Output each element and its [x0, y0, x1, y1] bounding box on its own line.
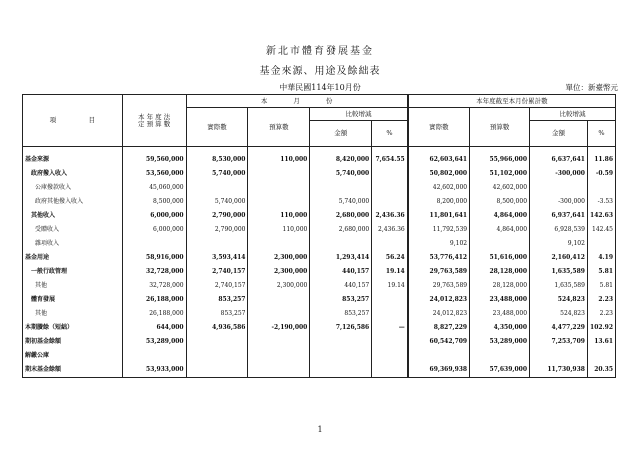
table-row [23, 167, 616, 181]
table-header [23, 95, 616, 147]
month-estimate: 110,000 [248, 209, 310, 223]
month-actual: 2,740,157 [186, 279, 248, 293]
ytd-estimate [470, 237, 530, 251]
budget-value [122, 349, 186, 363]
table-row [23, 307, 616, 321]
ytd-estimate: 4,864,000 [470, 209, 530, 223]
month-diff-amount: 2,680,000 [310, 209, 372, 223]
page-number: 1 [317, 425, 323, 434]
ytd-diff-percent: -0.59 [587, 167, 615, 181]
month-estimate [248, 181, 310, 195]
ytd-diff-amount: 4,477,229 [530, 321, 588, 335]
ytd-diff-percent: 2.23 [587, 307, 615, 321]
month-estimate: -2,190,000 [248, 321, 310, 335]
table-row [23, 209, 616, 223]
ytd-diff-percent: 142.63 [587, 209, 615, 223]
row-label: 公庫撥款收入 [23, 181, 123, 195]
header-ytd-estimate: 預算數 [470, 108, 530, 147]
budget-value: 32,728,000 [122, 279, 186, 293]
month-actual: 2,790,000 [186, 209, 248, 223]
ytd-actual: 8,827,229 [408, 321, 470, 335]
month-diff-percent [372, 363, 408, 378]
ytd-actual: 29,763,589 [408, 265, 470, 279]
ytd-estimate: 8,500,000 [470, 195, 530, 209]
month-diff-percent [372, 181, 408, 195]
table-row [23, 181, 616, 195]
table-row [23, 237, 616, 251]
month-diff-percent: 2,436.36 [372, 223, 408, 237]
month-diff-amount [310, 181, 372, 195]
ytd-diff-amount: 9,102 [530, 237, 588, 251]
ytd-diff-percent: 102.92 [587, 321, 615, 335]
month-actual: 2,790,000 [186, 223, 248, 237]
month-diff-percent [372, 307, 408, 321]
month-diff-amount: 2,680,000 [310, 223, 372, 237]
header-month-compare: 比較增減 [310, 108, 408, 121]
ytd-diff-amount: 6,937,641 [530, 209, 588, 223]
ytd-diff-percent: 4.19 [587, 251, 615, 265]
month-estimate: 2,300,000 [248, 265, 310, 279]
month-diff-amount [310, 363, 372, 378]
month-estimate [248, 237, 310, 251]
table-row [23, 153, 616, 167]
table-row [23, 279, 616, 293]
month-diff-amount: 1,293,414 [310, 251, 372, 265]
month-diff-amount: 853,257 [310, 293, 372, 307]
row-label: 期末基金餘額 [23, 363, 123, 378]
month-diff-percent: — [372, 321, 408, 335]
month-actual: 2,740,157 [186, 265, 248, 279]
ytd-diff-percent: 2.23 [587, 293, 615, 307]
ytd-actual: 62,603,641 [408, 153, 470, 167]
header-ytd-compare: 比較增減 [530, 108, 616, 121]
ytd-diff-amount: 524,823 [530, 307, 588, 321]
table-row [23, 321, 616, 335]
ytd-actual: 69,369,938 [408, 363, 470, 378]
header-month-amount: 金額 [310, 121, 372, 147]
budget-value: 8,500,000 [122, 195, 186, 209]
ytd-estimate: 51,102,000 [470, 167, 530, 181]
month-actual [186, 181, 248, 195]
ytd-actual: 24,012,823 [408, 293, 470, 307]
ytd-estimate: 53,289,000 [470, 335, 530, 349]
month-diff-percent [372, 167, 408, 181]
table-row [23, 293, 616, 307]
month-diff-amount [310, 349, 372, 363]
header-ytd: 本年度截至本月份累計數 [408, 95, 616, 108]
ytd-diff-amount: 524,823 [530, 293, 588, 307]
month-diff-amount: 440,157 [310, 265, 372, 279]
month-diff-amount [310, 237, 372, 251]
month-actual: 5,740,000 [186, 195, 248, 209]
ytd-diff-percent: 11.86 [587, 153, 615, 167]
header-month: 本 月 份 [186, 95, 408, 108]
header-month-estimate: 預算數 [248, 108, 310, 147]
ytd-diff-amount: 1,635,589 [530, 265, 588, 279]
month-estimate [248, 293, 310, 307]
ytd-diff-percent: 5.81 [587, 265, 615, 279]
ytd-estimate: 55,966,000 [470, 153, 530, 167]
ytd-diff-percent: 20.35 [587, 363, 615, 378]
month-estimate [248, 167, 310, 181]
budget-value: 32,728,000 [122, 265, 186, 279]
budget-value: 45,060,000 [122, 181, 186, 195]
ytd-diff-amount [530, 349, 588, 363]
document-subtitle: 基金來源、用途及餘絀表 [259, 66, 381, 77]
ytd-diff-percent: 5.81 [587, 279, 615, 293]
row-label: 其他收入 [23, 209, 123, 223]
ytd-diff-amount [530, 181, 588, 195]
ytd-actual: 11,801,641 [408, 209, 470, 223]
ytd-diff-percent [587, 349, 615, 363]
row-label: 本期賸餘（短絀） [23, 321, 123, 335]
ytd-actual: 24,012,823 [408, 307, 470, 321]
ytd-diff-percent [587, 181, 615, 195]
month-diff-percent [372, 237, 408, 251]
ytd-diff-percent: 142.45 [587, 223, 615, 237]
table-row [23, 195, 616, 209]
fund-statement-table [22, 94, 616, 378]
month-actual: 5,740,000 [186, 167, 248, 181]
ytd-estimate: 42,602,000 [470, 181, 530, 195]
header-month-actual: 實際數 [186, 108, 248, 147]
month-estimate [248, 363, 310, 378]
month-diff-amount: 440,157 [310, 279, 372, 293]
ytd-estimate: 51,616,000 [470, 251, 530, 265]
month-diff-amount: 5,740,000 [310, 195, 372, 209]
month-diff-amount [310, 335, 372, 349]
row-label: 體育發展 [23, 293, 123, 307]
month-diff-amount: 8,420,000 [310, 153, 372, 167]
row-label: 雜項收入 [23, 237, 123, 251]
table-row [23, 265, 616, 279]
table-row [23, 251, 616, 265]
month-estimate [248, 195, 310, 209]
month-actual [186, 349, 248, 363]
month-diff-amount: 853,257 [310, 307, 372, 321]
budget-value: 644,000 [122, 321, 186, 335]
header-item: 項 目 [23, 95, 123, 147]
month-actual: 3,593,414 [186, 251, 248, 265]
ytd-estimate [470, 349, 530, 363]
header-ytd-amount: 金額 [530, 121, 588, 147]
table-body [23, 147, 616, 378]
ytd-estimate: 4,864,000 [470, 223, 530, 237]
month-diff-percent [372, 335, 408, 349]
month-diff-percent [372, 195, 408, 209]
table-row [23, 349, 616, 363]
month-estimate: 2,300,000 [248, 279, 310, 293]
ytd-estimate: 57,639,000 [470, 363, 530, 378]
ytd-diff-amount: 2,160,412 [530, 251, 588, 265]
ytd-diff-amount: 11,730,938 [530, 363, 588, 378]
month-diff-percent: 19.14 [372, 279, 408, 293]
budget-value: 6,000,000 [122, 209, 186, 223]
row-label: 基金用途 [23, 251, 123, 265]
ytd-actual [408, 349, 470, 363]
budget-value: 6,000,000 [122, 223, 186, 237]
budget-value: 26,188,000 [122, 307, 186, 321]
header-month-percent: % [372, 121, 408, 147]
row-label: 受贈收入 [23, 223, 123, 237]
row-label: 政府撥入收入 [23, 167, 123, 181]
ytd-diff-amount: -300,000 [530, 195, 588, 209]
month-estimate [248, 335, 310, 349]
row-label: 其他 [23, 307, 123, 321]
budget-value [122, 237, 186, 251]
month-actual: 853,257 [186, 307, 248, 321]
ytd-estimate: 23,488,000 [470, 293, 530, 307]
ytd-diff-amount: 7,253,709 [530, 335, 588, 349]
row-label: 一般行政管理 [23, 265, 123, 279]
ytd-diff-percent [587, 237, 615, 251]
row-label: 政府其他撥入收入 [23, 195, 123, 209]
budget-value: 58,916,000 [122, 251, 186, 265]
month-diff-percent: 56.24 [372, 251, 408, 265]
ytd-diff-amount: 6,637,641 [530, 153, 588, 167]
month-diff-percent [372, 293, 408, 307]
month-diff-percent: 7,654.55 [372, 153, 408, 167]
header-ytd-percent: % [587, 121, 615, 147]
month-actual: 4,936,586 [186, 321, 248, 335]
budget-value: 59,560,000 [122, 153, 186, 167]
ytd-actual: 29,763,589 [408, 279, 470, 293]
document-title: 新北市體育發展基金 [266, 46, 374, 57]
row-label: 基金來源 [23, 153, 123, 167]
table-row [23, 363, 616, 378]
ytd-actual: 53,776,412 [408, 251, 470, 265]
month-actual [186, 335, 248, 349]
ytd-actual: 9,102 [408, 237, 470, 251]
month-actual [186, 237, 248, 251]
ytd-actual: 8,200,000 [408, 195, 470, 209]
month-estimate: 2,300,000 [248, 251, 310, 265]
currency-unit: 單位：新臺幣元 [565, 83, 618, 92]
row-label: 其他 [23, 279, 123, 293]
header-ytd-actual: 實際數 [408, 108, 470, 147]
ytd-estimate: 4,350,000 [470, 321, 530, 335]
ytd-diff-amount: 6,928,539 [530, 223, 588, 237]
table-row [23, 335, 616, 349]
month-estimate [248, 349, 310, 363]
row-label: 解繳公庫 [23, 349, 123, 363]
table-row [23, 223, 616, 237]
month-diff-percent [372, 349, 408, 363]
month-estimate: 110,000 [248, 223, 310, 237]
ytd-diff-percent: -3.53 [587, 195, 615, 209]
budget-value: 53,933,000 [122, 363, 186, 378]
month-estimate [248, 307, 310, 321]
month-actual: 8,530,000 [186, 153, 248, 167]
month-diff-amount: 7,126,586 [310, 321, 372, 335]
month-actual: 853,257 [186, 293, 248, 307]
budget-value: 53,560,000 [122, 167, 186, 181]
ytd-diff-amount: -300,000 [530, 167, 588, 181]
ytd-actual: 11,792,539 [408, 223, 470, 237]
ytd-estimate: 28,128,000 [470, 279, 530, 293]
budget-value: 26,188,000 [122, 293, 186, 307]
ytd-estimate: 23,488,000 [470, 307, 530, 321]
month-diff-percent: 19.14 [372, 265, 408, 279]
month-diff-amount: 5,740,000 [310, 167, 372, 181]
month-actual [186, 363, 248, 378]
ytd-diff-amount: 1,635,589 [530, 279, 588, 293]
header-budget: 本 年 度 法 定 預 算 數 [122, 95, 186, 147]
month-estimate: 110,000 [248, 153, 310, 167]
ytd-actual: 60,542,709 [408, 335, 470, 349]
row-label: 期初基金餘額 [23, 335, 123, 349]
ytd-actual: 42,602,000 [408, 181, 470, 195]
report-period: 中華民國114年10月份 [279, 83, 361, 92]
budget-value: 53,289,000 [122, 335, 186, 349]
month-diff-percent: 2,436.36 [372, 209, 408, 223]
ytd-diff-percent: 13.61 [587, 335, 615, 349]
ytd-estimate: 28,128,000 [470, 265, 530, 279]
ytd-actual: 50,802,000 [408, 167, 470, 181]
